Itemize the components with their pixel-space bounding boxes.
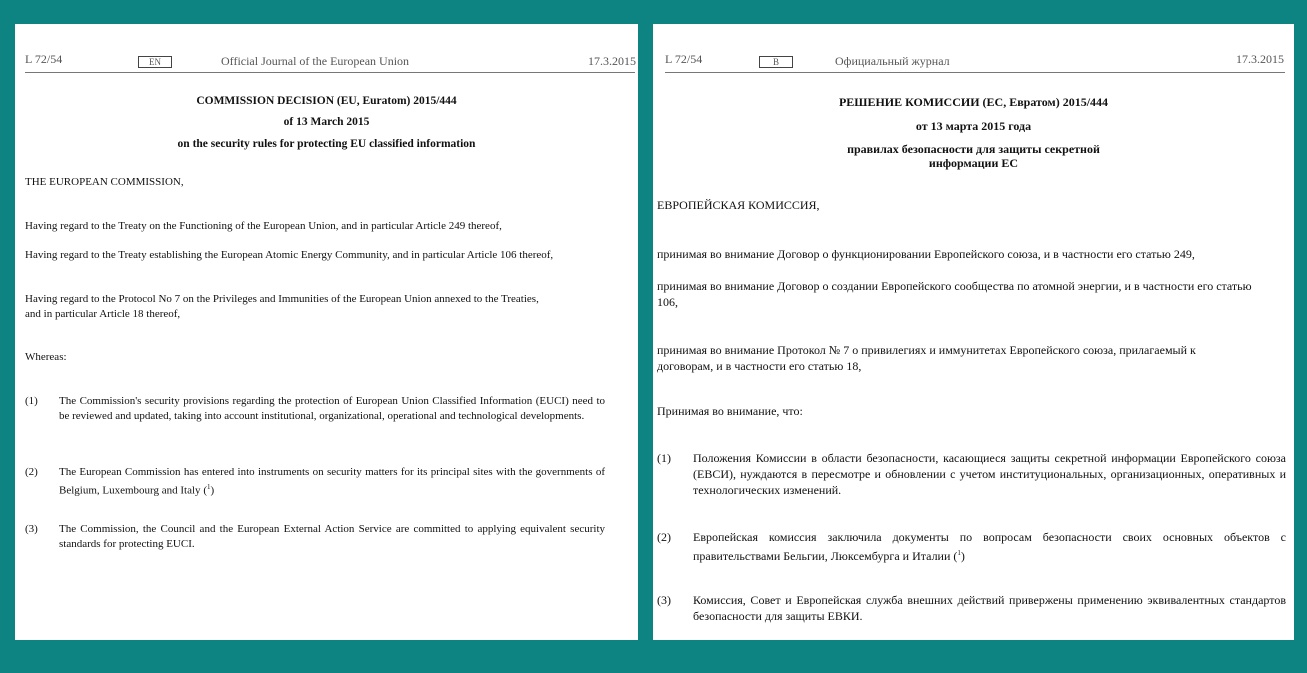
decision-subject-line1: правилах безопасности для защиты секретной [847,142,1100,156]
decision-date: of 13 March 2015 [283,116,370,128]
item-number: (1) [25,395,38,407]
whereas-heading: Whereas: [25,351,67,363]
intro-line: THE EUROPEAN COMMISSION, [25,176,184,188]
recital-treaty-functioning: Having regard to the Treaty on the Functioning of the European Union, and in particular Article 249 thereof, [25,220,502,232]
decision-subject: on the security rules for protecting EU classified information [177,138,476,150]
intro-line: ЕВРОПЕЙСКАЯ КОМИССИЯ, [657,198,820,212]
recital-item-2-text: Европейская комиссия заключила документы по вопросам безопасности своих основных объектов с правительствами Бельгии, Люксембурга и Италии [693,530,1286,563]
footnote-ref[interactable]: 1 [206,483,211,491]
recital-treaty-atomic: принимая во внимание Договор о создании Европейского сообщества по атомной энергии, и в частности его статью 106, [657,279,1252,309]
recital-protocol-line1: Having regard to the Protocol No 7 on the Privileges and Immunities of the European Union annexed to the Treaties, [25,293,539,305]
recital-protocol-line2: and in particular Article 18 thereof, [25,308,181,320]
decision-title: COMMISSION DECISION (EU, Euratom) 2015/444 [196,95,457,107]
document-page-english [15,24,638,640]
recital-item-3: The Commission, the Council and the European External Action Service are committed to applying equivalent security standards for protecting EUCI. [59,523,605,550]
recital-item-1: The Commission's security provisions regarding the protection of European Union Classified Information (EUCI) need to be reviewed and updated, taking into account institutional, organizational, operational and technological developments. [59,395,605,422]
recital-item-2: The European Commission has entered into instruments on security matters for its principal sites with the governments of Belgium, Luxembourg and Italy ($^1$) [59,466,605,497]
whereas-heading: Принимая во внимание, что: [657,404,803,418]
recital-treaty-atomic: Having regard to the Treaty establishing the European Atomic Energy Community, and in particular Article 106 thereof, [25,249,554,261]
footnote-ref[interactable]: 1 [957,549,961,557]
journal-name: Official Journal of the European Union [221,54,410,68]
journal-reference: L 72/54 [25,52,63,66]
decision-subject-line2: информации ЕС [928,156,1019,170]
item-number: (1) [657,451,671,465]
journal-name: Официальный журнал [835,54,950,68]
journal-reference: L 72/54 [665,52,703,66]
recital-treaty-functioning: принимая во внимание Договор о функционировании Европейского союза, и в частности его статью 249, [657,247,1195,261]
item-number: (2) [25,466,38,478]
language-code-box: B [759,56,793,68]
journal-date: 17.3.2015 [1236,52,1284,66]
journal-date: 17.3.2015 [588,54,636,68]
header-rule [665,72,1285,73]
decision-title: РЕШЕНИЕ КОМИССИИ (ЕС, Евратом) 2015/444 [838,95,1109,109]
item-number: (2) [657,530,671,544]
recital-item-2: Европейская комиссия заключила документы по вопросам безопасности своих основных объектов с правительствами Бельгии, Люксембурга и Италии ($^1$) [693,530,1286,563]
language-code-box: EN [138,56,172,68]
recital-item-2-text: The European Commission has entered into instruments on security matters for its principal sites with the governments of Belgium, Luxembourg and Italy [59,466,605,497]
recital-protocol: принимая во внимание Протокол № 7 о привилегиях и иммунитетах Европейского союза, прилагаемый к договорам, и в частности его статью 18, [657,343,1196,373]
recital-item-3: Комиссия, Совет и Европейская служба внешних действий привержены применению эквивалентных стандартов безопасности для защиты ЕВКИ. [693,593,1286,623]
item-number: (3) [25,523,38,535]
decision-date: от 13 марта 2015 года [915,119,1032,133]
document-page-russian [653,24,1294,640]
header-rule [25,72,635,73]
item-number: (3) [657,593,671,607]
recital-item-1: Положения Комиссии в области безопасности, касающиеся защиты секретной информации Европейского союза (ЕВСИ), нуждаются в пересмотре и обновлении с учетом институциональных, организационных, оперативных и технологических изменений. [693,451,1286,497]
